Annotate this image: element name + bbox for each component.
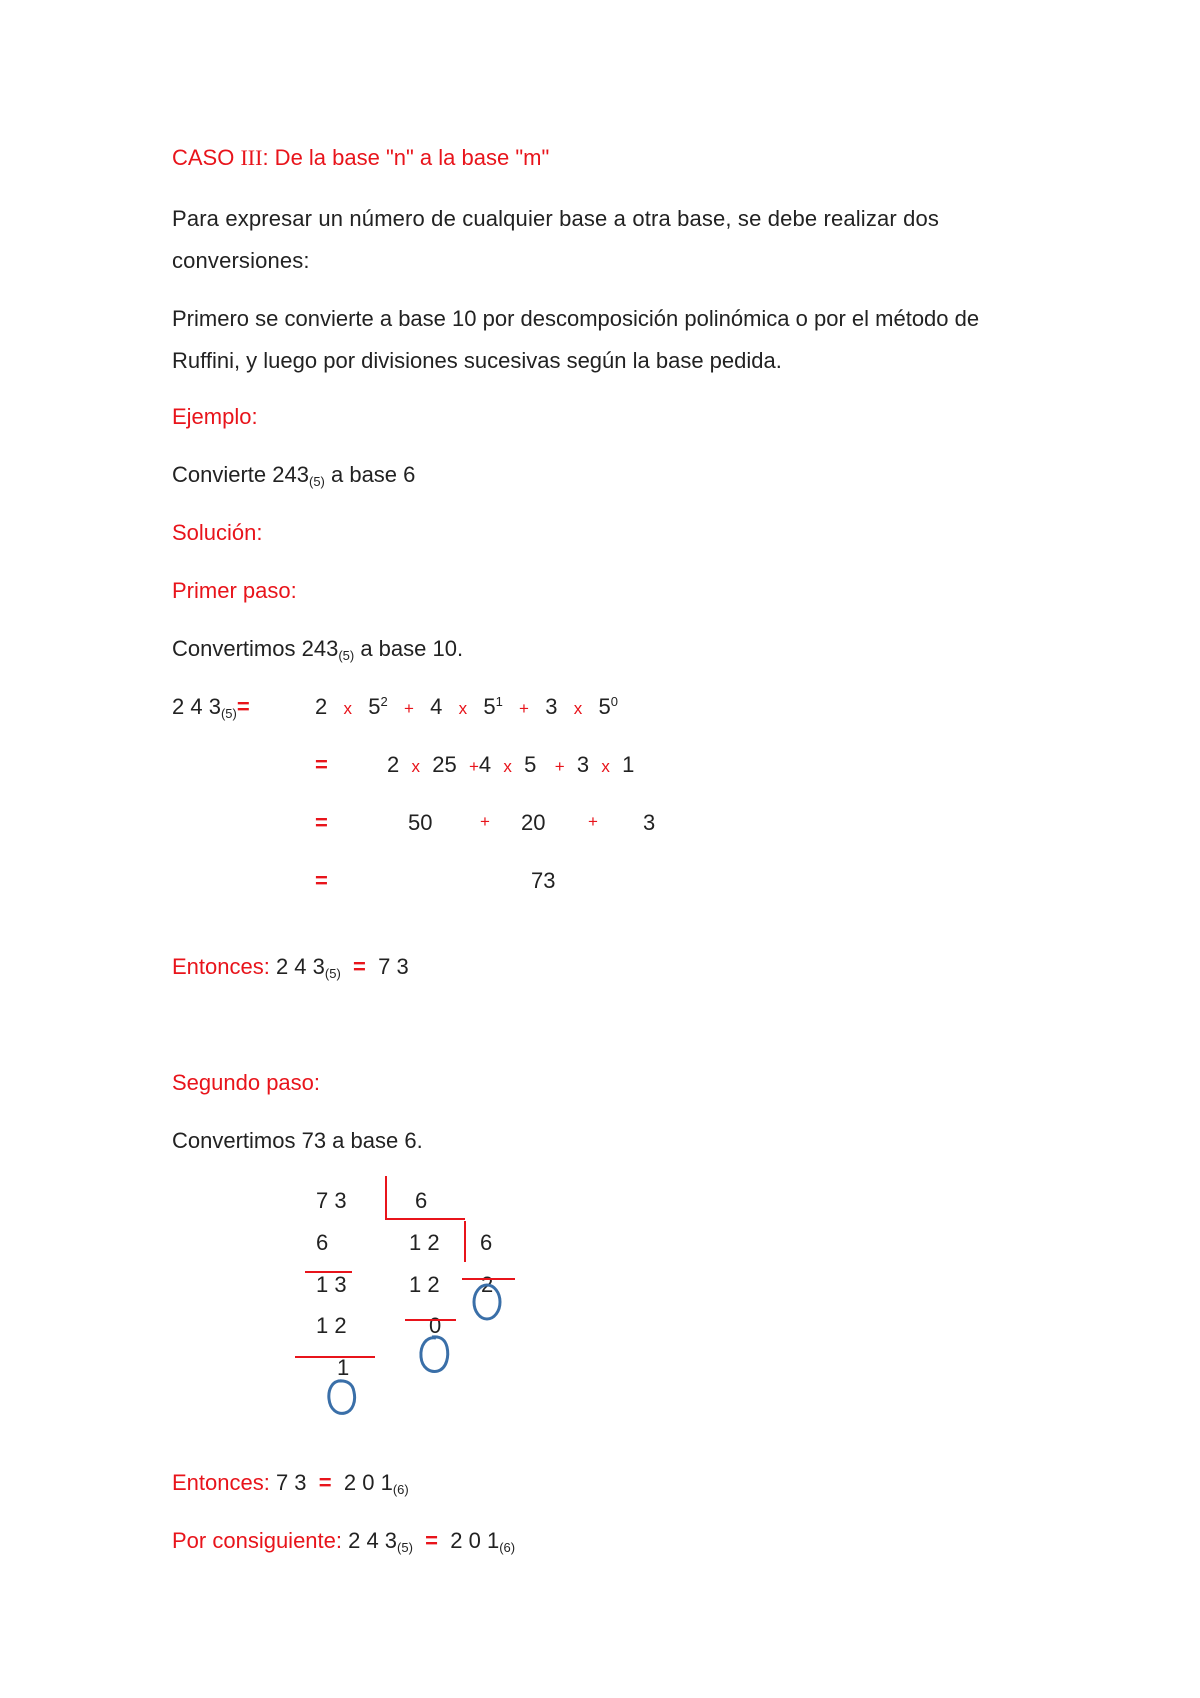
heading-roman: III [240, 145, 263, 170]
method-paragraph: Primero se convierte a base 10 por descomposición polinómica o por el método de Ruffini, y luego por divisiones sucesivas según la base pedida. [172, 306, 980, 373]
circle-icon [474, 1285, 500, 1319]
quotient-1: 1 2 [409, 1230, 440, 1255]
line2-a2: 4 [478, 752, 492, 777]
term1-digit: 2 [315, 694, 328, 719]
line2-a1: 2 [387, 752, 400, 777]
division-lines [295, 1176, 515, 1357]
times-sign: x [458, 699, 468, 718]
step2-label: Segundo paso: [172, 1070, 321, 1095]
result2-subscript: (6) [392, 1482, 409, 1497]
step1-label: Primer paso: [172, 578, 297, 603]
remainder-circles [329, 1285, 500, 1413]
product-1: 6 [316, 1230, 329, 1255]
equals-line-2: = [315, 752, 328, 777]
dividend-1: 7 3 [316, 1188, 347, 1213]
line2-m3: 1 [622, 752, 635, 777]
final-value: 2 0 1 [450, 1528, 500, 1553]
equals-line-4: = [315, 868, 328, 893]
task-prefix: Convierte 243 [172, 462, 309, 487]
plus-sign: + [480, 812, 490, 831]
lhs-subscript: (5) [220, 706, 237, 721]
plus-sign: + [588, 812, 598, 831]
times-sign: x [573, 699, 583, 718]
example-label: Ejemplo: [172, 404, 258, 429]
line2-m1: 25 [432, 752, 457, 777]
plus-sign: + [468, 757, 479, 776]
result2-label: Entonces: [172, 1470, 270, 1495]
line3-v1: 50 [408, 810, 433, 835]
equals-line-3: = [315, 810, 328, 835]
step2-task: Convertimos 73 a base 6. [172, 1128, 423, 1153]
final-number: 2 4 3 [342, 1528, 398, 1553]
heading-prefix: CASO [172, 145, 241, 170]
remainder-2: 0 [429, 1313, 442, 1338]
step1-task-suffix: a base 10. [354, 636, 464, 661]
plus-sign: + [554, 757, 565, 776]
product-1b: 1 2 [316, 1313, 347, 1338]
times-sign: x [503, 757, 512, 776]
term1-exponent: 2 [380, 694, 388, 709]
plus-sign: + [403, 699, 414, 718]
lhs-equals: = [236, 694, 250, 719]
result1-subscript: (5) [324, 966, 341, 981]
lhs-number: 2 4 3 [172, 694, 221, 719]
result2-value: 2 0 1 [343, 1470, 393, 1495]
result1-value: 7 3 [378, 954, 409, 979]
result2-equals: = [318, 1470, 332, 1495]
term3-base: 5 [598, 694, 611, 719]
result1-number: 2 4 3 [269, 954, 325, 979]
circle-icon [421, 1337, 448, 1372]
result2-line [172, 1470, 409, 1497]
divisor-2: 6 [480, 1230, 493, 1255]
division-bracket-1 [386, 1176, 465, 1219]
times-sign: x [411, 757, 420, 776]
term2-base: 5 [483, 694, 496, 719]
final-line [172, 1528, 515, 1555]
times-sign: x [601, 757, 610, 776]
line2-m2: 5 [524, 752, 537, 777]
result2-number: 7 3 [269, 1470, 307, 1495]
final-subscript-2: (6) [499, 1540, 516, 1555]
term3-exponent: 0 [610, 694, 618, 709]
remainder-1: 1 [337, 1355, 350, 1380]
result1-label: Entonces: [172, 954, 270, 979]
solution-label: Solución: [172, 520, 263, 545]
line2-a3: 3 [576, 752, 590, 777]
term2-exponent: 1 [495, 694, 503, 709]
divisor-1: 6 [415, 1188, 428, 1213]
term1-base: 5 [368, 694, 381, 719]
final-subscript-1: (5) [397, 1540, 413, 1555]
task-base-subscript: (5) [308, 474, 325, 489]
heading-rest: : De la base "n" a la base "m" [262, 145, 550, 170]
product-2: 1 2 [409, 1272, 440, 1297]
partial-1: 1 3 [316, 1272, 347, 1297]
term3-digit: 3 [545, 694, 558, 719]
task-suffix: a base 6 [324, 462, 416, 487]
line3-v2: 20 [521, 810, 546, 835]
term2-digit: 4 [430, 694, 443, 719]
step1-task-prefix: Convertimos 243 [172, 636, 339, 661]
circle-icon [329, 1381, 355, 1414]
line3-v3: 3 [643, 810, 656, 835]
step1-task-subscript: (5) [338, 648, 355, 663]
line4-total: 73 [531, 868, 556, 893]
intro-paragraph: Para expresar un número de cualquier base a otra base, se debe realizar dos conversiones: [172, 206, 940, 273]
times-sign: x [343, 699, 352, 718]
final-equals: = [425, 1528, 439, 1553]
final-label: Por consiguiente: [172, 1528, 342, 1553]
result1-equals: = [353, 954, 366, 979]
plus-sign: + [519, 699, 529, 718]
quotient-2: 2 [481, 1272, 494, 1297]
